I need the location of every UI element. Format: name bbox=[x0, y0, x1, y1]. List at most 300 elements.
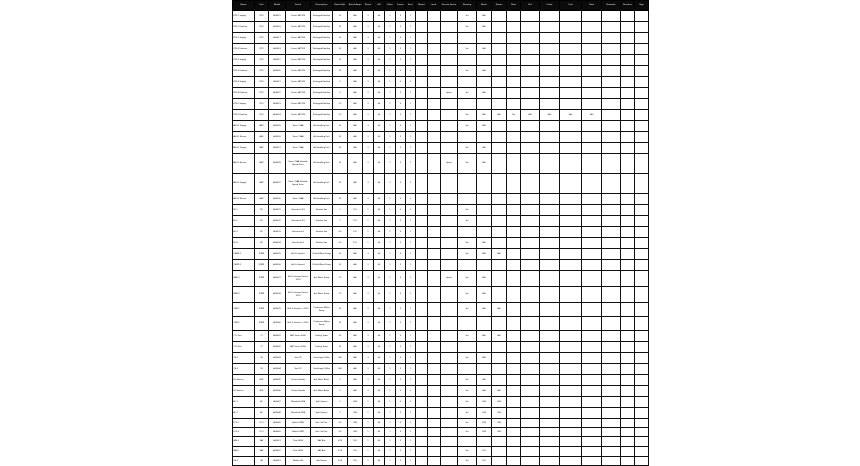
table-cell: CWP-2 bbox=[233, 317, 255, 331]
table-cell: A00020 bbox=[269, 66, 286, 77]
table-cell bbox=[441, 11, 458, 22]
equipment-table bbox=[232, 0, 649, 466]
table-cell: 5 bbox=[333, 77, 348, 88]
table-cell bbox=[602, 364, 621, 375]
table-cell bbox=[428, 238, 441, 249]
table-cell: 15 bbox=[333, 194, 348, 205]
table-cell: Air Handling Unit bbox=[311, 174, 333, 194]
table-cell: 1 bbox=[406, 249, 416, 260]
table-cell: 1 bbox=[385, 428, 396, 437]
table-cell bbox=[416, 428, 428, 437]
table-cell bbox=[458, 317, 477, 331]
table-cell bbox=[441, 375, 458, 386]
table-cell bbox=[602, 194, 621, 205]
table-cell: 3 bbox=[363, 22, 374, 33]
table-cell bbox=[441, 33, 458, 44]
table-cell: Yes bbox=[458, 216, 477, 227]
table-cell bbox=[477, 33, 492, 44]
table-cell bbox=[492, 216, 507, 227]
table-cell: FCU-1 bbox=[233, 419, 255, 428]
table-cell bbox=[635, 44, 649, 55]
table-cell bbox=[521, 317, 540, 331]
table-cell: 1 bbox=[406, 110, 416, 121]
equipment-sheet bbox=[232, 0, 644, 462]
table-cell: 3 bbox=[363, 132, 374, 143]
table-cell: 3 bbox=[396, 397, 406, 408]
table-cell bbox=[441, 143, 458, 154]
table-row bbox=[233, 249, 649, 260]
table-cell: VAV bbox=[255, 447, 269, 457]
table-cell: 460 bbox=[560, 110, 582, 121]
table-cell bbox=[492, 66, 507, 77]
table-cell: 1 bbox=[385, 249, 396, 260]
table-cell bbox=[560, 205, 582, 216]
table-cell: 3 bbox=[363, 88, 374, 99]
table-cell bbox=[582, 88, 602, 99]
table-row bbox=[233, 143, 649, 154]
column-header: Order bbox=[540, 1, 560, 11]
table-cell bbox=[416, 44, 428, 55]
table-cell: 460 bbox=[348, 271, 363, 287]
table-cell: Trane CSAA bbox=[286, 121, 311, 132]
table-cell: Condenser Water Pump bbox=[311, 317, 333, 331]
table-cell: 60 bbox=[374, 154, 385, 174]
table-cell: Hot Water Pump bbox=[311, 271, 333, 287]
table-row bbox=[233, 154, 649, 174]
table-cell: Air Handling Unit bbox=[311, 132, 333, 143]
table-cell: Spare bbox=[441, 88, 458, 99]
table-row bbox=[233, 227, 649, 238]
table-cell bbox=[507, 33, 521, 44]
table-cell: Yes bbox=[458, 143, 477, 154]
table-cell: 1 bbox=[406, 238, 416, 249]
table-cell bbox=[540, 260, 560, 271]
table-cell bbox=[582, 437, 602, 447]
table-cell bbox=[428, 317, 441, 331]
table-row bbox=[233, 457, 649, 466]
table-cell bbox=[441, 174, 458, 194]
table-cell: 60 bbox=[374, 303, 385, 317]
table-cell bbox=[507, 99, 521, 110]
table-cell bbox=[416, 88, 428, 99]
table-cell bbox=[428, 408, 441, 419]
table-cell bbox=[621, 99, 635, 110]
table-cell bbox=[635, 428, 649, 437]
table-cell: Yes bbox=[458, 419, 477, 428]
table-cell bbox=[540, 353, 560, 364]
table-cell: A00016 bbox=[269, 22, 286, 33]
table-cell: Trane CSAA bbox=[286, 194, 311, 205]
table-cell: 1 bbox=[406, 408, 416, 419]
table-cell bbox=[560, 121, 582, 132]
table-cell bbox=[492, 121, 507, 132]
table-cell bbox=[416, 447, 428, 457]
column-header: Model bbox=[269, 1, 286, 11]
table-row bbox=[233, 428, 649, 437]
table-cell bbox=[621, 88, 635, 99]
table-cell bbox=[582, 216, 602, 227]
table-cell: 60 bbox=[374, 55, 385, 66]
table-cell bbox=[416, 249, 428, 260]
table-cell bbox=[621, 271, 635, 287]
table-cell: 3 bbox=[396, 99, 406, 110]
table-cell bbox=[582, 271, 602, 287]
table-cell: 1 bbox=[406, 342, 416, 353]
table-cell: 60 bbox=[374, 287, 385, 303]
table-cell bbox=[602, 132, 621, 143]
table-cell bbox=[492, 342, 507, 353]
table-cell: 1 bbox=[385, 287, 396, 303]
table-cell: 60 bbox=[374, 205, 385, 216]
table-cell: RTU bbox=[255, 77, 269, 88]
table-cell bbox=[477, 317, 492, 331]
table-cell: 460 bbox=[540, 110, 560, 121]
table-cell bbox=[582, 11, 602, 22]
table-cell: 208 bbox=[492, 397, 507, 408]
table-cell bbox=[521, 88, 540, 99]
table-cell: Chilled Water Pump bbox=[311, 249, 333, 260]
table-cell: 460 bbox=[348, 22, 363, 33]
table-cell bbox=[540, 143, 560, 154]
table-cell: 1 bbox=[363, 437, 374, 447]
table-cell bbox=[540, 386, 560, 397]
table-cell bbox=[428, 33, 441, 44]
table-cell bbox=[428, 121, 441, 132]
table-cell bbox=[428, 249, 441, 260]
table-cell bbox=[521, 428, 540, 437]
table-cell: Bell & Gossett Series 1510 bbox=[286, 271, 311, 287]
table-cell bbox=[560, 99, 582, 110]
table-cell bbox=[635, 260, 649, 271]
table-cell: 1 bbox=[363, 227, 374, 238]
table-cell bbox=[507, 88, 521, 99]
table-cell bbox=[602, 331, 621, 342]
column-header: kW bbox=[374, 1, 385, 11]
table-cell bbox=[582, 342, 602, 353]
table-cell: 460 bbox=[348, 154, 363, 174]
table-cell bbox=[521, 154, 540, 174]
table-cell bbox=[540, 33, 560, 44]
table-cell: 1 bbox=[385, 342, 396, 353]
table-cell bbox=[621, 77, 635, 88]
table-cell: Spare bbox=[441, 271, 458, 287]
table-row bbox=[233, 216, 649, 227]
table-cell: 120 bbox=[477, 447, 492, 457]
table-cell: Yes bbox=[458, 205, 477, 216]
table-cell bbox=[507, 249, 521, 260]
table-cell: RTU bbox=[255, 66, 269, 77]
table-cell: PUMP bbox=[255, 271, 269, 287]
table-cell: 3 bbox=[396, 55, 406, 66]
table-cell bbox=[492, 353, 507, 364]
table-cell: 120 bbox=[348, 457, 363, 466]
table-cell bbox=[602, 44, 621, 55]
table-cell: CT bbox=[255, 342, 269, 353]
table-cell bbox=[582, 154, 602, 174]
table-cell: 208 bbox=[477, 397, 492, 408]
table-cell: 1 bbox=[406, 457, 416, 466]
table-cell: 0.5 bbox=[333, 419, 348, 428]
table-cell bbox=[602, 143, 621, 154]
table-cell: A00045 bbox=[269, 375, 286, 386]
table-cell: Hot Water Boiler bbox=[311, 375, 333, 386]
table-cell: Yes bbox=[507, 110, 521, 121]
table-cell: 15 bbox=[333, 303, 348, 317]
table-cell: BLR bbox=[255, 386, 269, 397]
table-cell bbox=[441, 419, 458, 428]
table-cell: AHU bbox=[255, 121, 269, 132]
table-cell: Yes bbox=[458, 238, 477, 249]
table-cell bbox=[428, 22, 441, 33]
table-cell: 7.5 bbox=[333, 99, 348, 110]
table-cell bbox=[416, 132, 428, 143]
table-cell: 1 bbox=[385, 154, 396, 174]
table-cell bbox=[635, 66, 649, 77]
table-cell: 60 bbox=[374, 457, 385, 466]
table-cell: Condenser Water Pump bbox=[311, 303, 333, 317]
table-cell bbox=[560, 303, 582, 317]
table-cell: 60 bbox=[374, 419, 385, 428]
table-cell bbox=[582, 287, 602, 303]
table-cell bbox=[477, 194, 492, 205]
table-cell bbox=[507, 66, 521, 77]
table-cell bbox=[507, 121, 521, 132]
table-cell bbox=[441, 397, 458, 408]
table-cell: 208 bbox=[477, 408, 492, 419]
table-cell: 60 bbox=[374, 216, 385, 227]
table-cell bbox=[521, 419, 540, 428]
table-cell: 1 bbox=[385, 194, 396, 205]
table-cell bbox=[521, 143, 540, 154]
table-cell bbox=[492, 205, 507, 216]
table-cell: 1 bbox=[406, 121, 416, 132]
table-cell: 60 bbox=[374, 447, 385, 457]
table-cell: 20 bbox=[333, 331, 348, 342]
table-cell bbox=[635, 375, 649, 386]
table-cell bbox=[458, 194, 477, 205]
table-cell: 20 bbox=[333, 342, 348, 353]
table-cell: Cooling Tower bbox=[311, 331, 333, 342]
column-header: Frame bbox=[396, 1, 406, 11]
table-cell bbox=[507, 428, 521, 437]
table-cell bbox=[560, 216, 582, 227]
table-cell: A00030 bbox=[269, 194, 286, 205]
table-cell: EF-1 bbox=[233, 205, 255, 216]
table-cell bbox=[635, 238, 649, 249]
table-cell: 1 bbox=[406, 364, 416, 375]
table-cell: Carrier 48TCED bbox=[286, 33, 311, 44]
table-cell: Carrier 48TCED bbox=[286, 110, 311, 121]
table-cell: 3 bbox=[363, 11, 374, 22]
table-cell: 460 bbox=[348, 342, 363, 353]
table-cell bbox=[602, 397, 621, 408]
table-cell bbox=[477, 55, 492, 66]
table-cell bbox=[540, 249, 560, 260]
table-cell: 208 bbox=[348, 428, 363, 437]
table-cell bbox=[560, 11, 582, 22]
table-cell bbox=[507, 227, 521, 238]
table-cell: 0.5 bbox=[333, 227, 348, 238]
table-cell: 3 bbox=[396, 331, 406, 342]
table-cell bbox=[540, 22, 560, 33]
table-cell: 3 bbox=[396, 216, 406, 227]
table-cell bbox=[582, 428, 602, 437]
table-cell: 3 bbox=[363, 287, 374, 303]
table-cell: PUMP bbox=[255, 249, 269, 260]
table-cell bbox=[521, 364, 540, 375]
table-cell bbox=[540, 11, 560, 22]
table-cell bbox=[477, 437, 492, 447]
table-cell: 3 bbox=[396, 271, 406, 287]
table-cell bbox=[428, 205, 441, 216]
table-cell: A00041 bbox=[269, 331, 286, 342]
table-cell bbox=[635, 397, 649, 408]
table-cell: 0.25 bbox=[333, 437, 348, 447]
table-cell: 3 bbox=[396, 342, 406, 353]
table-row bbox=[233, 447, 649, 457]
table-cell: Yes bbox=[458, 408, 477, 419]
table-cell bbox=[507, 77, 521, 88]
table-cell: A00047 bbox=[269, 397, 286, 408]
table-cell: 3 bbox=[363, 33, 374, 44]
table-cell bbox=[582, 121, 602, 132]
table-cell bbox=[507, 11, 521, 22]
table-cell bbox=[635, 457, 649, 466]
table-cell bbox=[416, 364, 428, 375]
table-cell: 60 bbox=[374, 66, 385, 77]
table-cell: A00024 bbox=[269, 110, 286, 121]
table-cell bbox=[521, 194, 540, 205]
table-cell bbox=[441, 22, 458, 33]
table-cell bbox=[582, 397, 602, 408]
table-cell: 1 bbox=[406, 33, 416, 44]
table-cell: 460 bbox=[477, 303, 492, 317]
table-cell: 1 bbox=[363, 408, 374, 419]
table-cell: 460 bbox=[348, 44, 363, 55]
table-cell: RTU-2 Supply bbox=[233, 33, 255, 44]
table-cell: 1 bbox=[385, 364, 396, 375]
table-cell bbox=[441, 238, 458, 249]
table-cell: 1 bbox=[406, 353, 416, 364]
table-cell: Exhaust Fan bbox=[311, 238, 333, 249]
table-cell bbox=[521, 205, 540, 216]
table-cell bbox=[441, 317, 458, 331]
table-cell: Carrier 48TCED bbox=[286, 44, 311, 55]
table-cell: UH bbox=[255, 457, 269, 466]
table-cell: A00044 bbox=[269, 364, 286, 375]
table-cell: AHU-1 Return bbox=[233, 132, 255, 143]
table-cell: 10 bbox=[333, 260, 348, 271]
table-cell: Bell & Gossett e-1510 bbox=[286, 317, 311, 331]
table-cell bbox=[635, 194, 649, 205]
table-row bbox=[233, 260, 649, 271]
table-cell bbox=[602, 447, 621, 457]
table-cell bbox=[602, 457, 621, 466]
table-cell bbox=[540, 375, 560, 386]
table-cell bbox=[602, 317, 621, 331]
table-cell: RTU bbox=[255, 88, 269, 99]
table-cell: A00034 bbox=[269, 238, 286, 249]
table-cell: 1 bbox=[385, 44, 396, 55]
column-header: Insul. bbox=[428, 1, 441, 11]
table-row bbox=[233, 364, 649, 375]
table-cell bbox=[540, 303, 560, 317]
table-cell: AHU bbox=[255, 194, 269, 205]
table-cell bbox=[560, 194, 582, 205]
table-cell: 7.5 bbox=[333, 271, 348, 287]
table-row bbox=[233, 331, 649, 342]
table-cell: 1 bbox=[385, 260, 396, 271]
table-cell bbox=[428, 88, 441, 99]
table-cell bbox=[441, 216, 458, 227]
table-cell bbox=[458, 260, 477, 271]
column-header: Poles bbox=[385, 1, 396, 11]
table-cell bbox=[560, 447, 582, 457]
table-row bbox=[233, 194, 649, 205]
table-cell: CT-2 Fan bbox=[233, 342, 255, 353]
table-cell: 1 bbox=[385, 77, 396, 88]
table-cell bbox=[621, 386, 635, 397]
table-cell: 1 bbox=[406, 386, 416, 397]
table-cell bbox=[602, 375, 621, 386]
table-cell: A00037 bbox=[269, 271, 286, 287]
table-cell: York YK bbox=[286, 364, 311, 375]
table-cell bbox=[428, 77, 441, 88]
table-cell bbox=[582, 44, 602, 55]
table-cell bbox=[602, 303, 621, 317]
table-cell: 460 bbox=[477, 386, 492, 397]
table-cell: 3 bbox=[363, 386, 374, 397]
table-cell bbox=[416, 11, 428, 22]
table-cell: RTU-3 Supply bbox=[233, 55, 255, 66]
table-cell bbox=[635, 303, 649, 317]
table-cell: 3 bbox=[396, 238, 406, 249]
table-cell bbox=[521, 386, 540, 397]
table-row bbox=[233, 271, 649, 287]
table-cell: Air Handling Unit bbox=[311, 143, 333, 154]
table-cell: 1 bbox=[385, 174, 396, 194]
table-cell bbox=[560, 249, 582, 260]
table-cell: 5 bbox=[333, 88, 348, 99]
table-cell bbox=[621, 342, 635, 353]
table-cell: 3 bbox=[396, 287, 406, 303]
table-cell bbox=[602, 110, 621, 121]
table-cell bbox=[416, 437, 428, 447]
table-cell bbox=[416, 457, 428, 466]
table-row bbox=[233, 88, 649, 99]
table-cell bbox=[540, 121, 560, 132]
table-cell: BAC Series 3000 bbox=[286, 331, 311, 342]
table-cell: 60 bbox=[374, 99, 385, 110]
table-cell: 15 bbox=[333, 11, 348, 22]
table-cell: 60 bbox=[374, 437, 385, 447]
table-cell: AHU bbox=[255, 154, 269, 174]
table-cell bbox=[416, 77, 428, 88]
table-cell bbox=[492, 271, 507, 287]
table-cell bbox=[441, 386, 458, 397]
table-cell: 1 bbox=[385, 386, 396, 397]
table-cell: AHU bbox=[255, 132, 269, 143]
table-cell bbox=[602, 11, 621, 22]
table-cell: Air Handling Unit bbox=[311, 154, 333, 174]
table-cell: Yes bbox=[458, 447, 477, 457]
table-cell bbox=[458, 437, 477, 447]
table-cell: 1 bbox=[406, 271, 416, 287]
table-cell: 60 bbox=[374, 331, 385, 342]
table-cell: 208 bbox=[348, 408, 363, 419]
table-cell bbox=[582, 238, 602, 249]
table-cell bbox=[621, 205, 635, 216]
